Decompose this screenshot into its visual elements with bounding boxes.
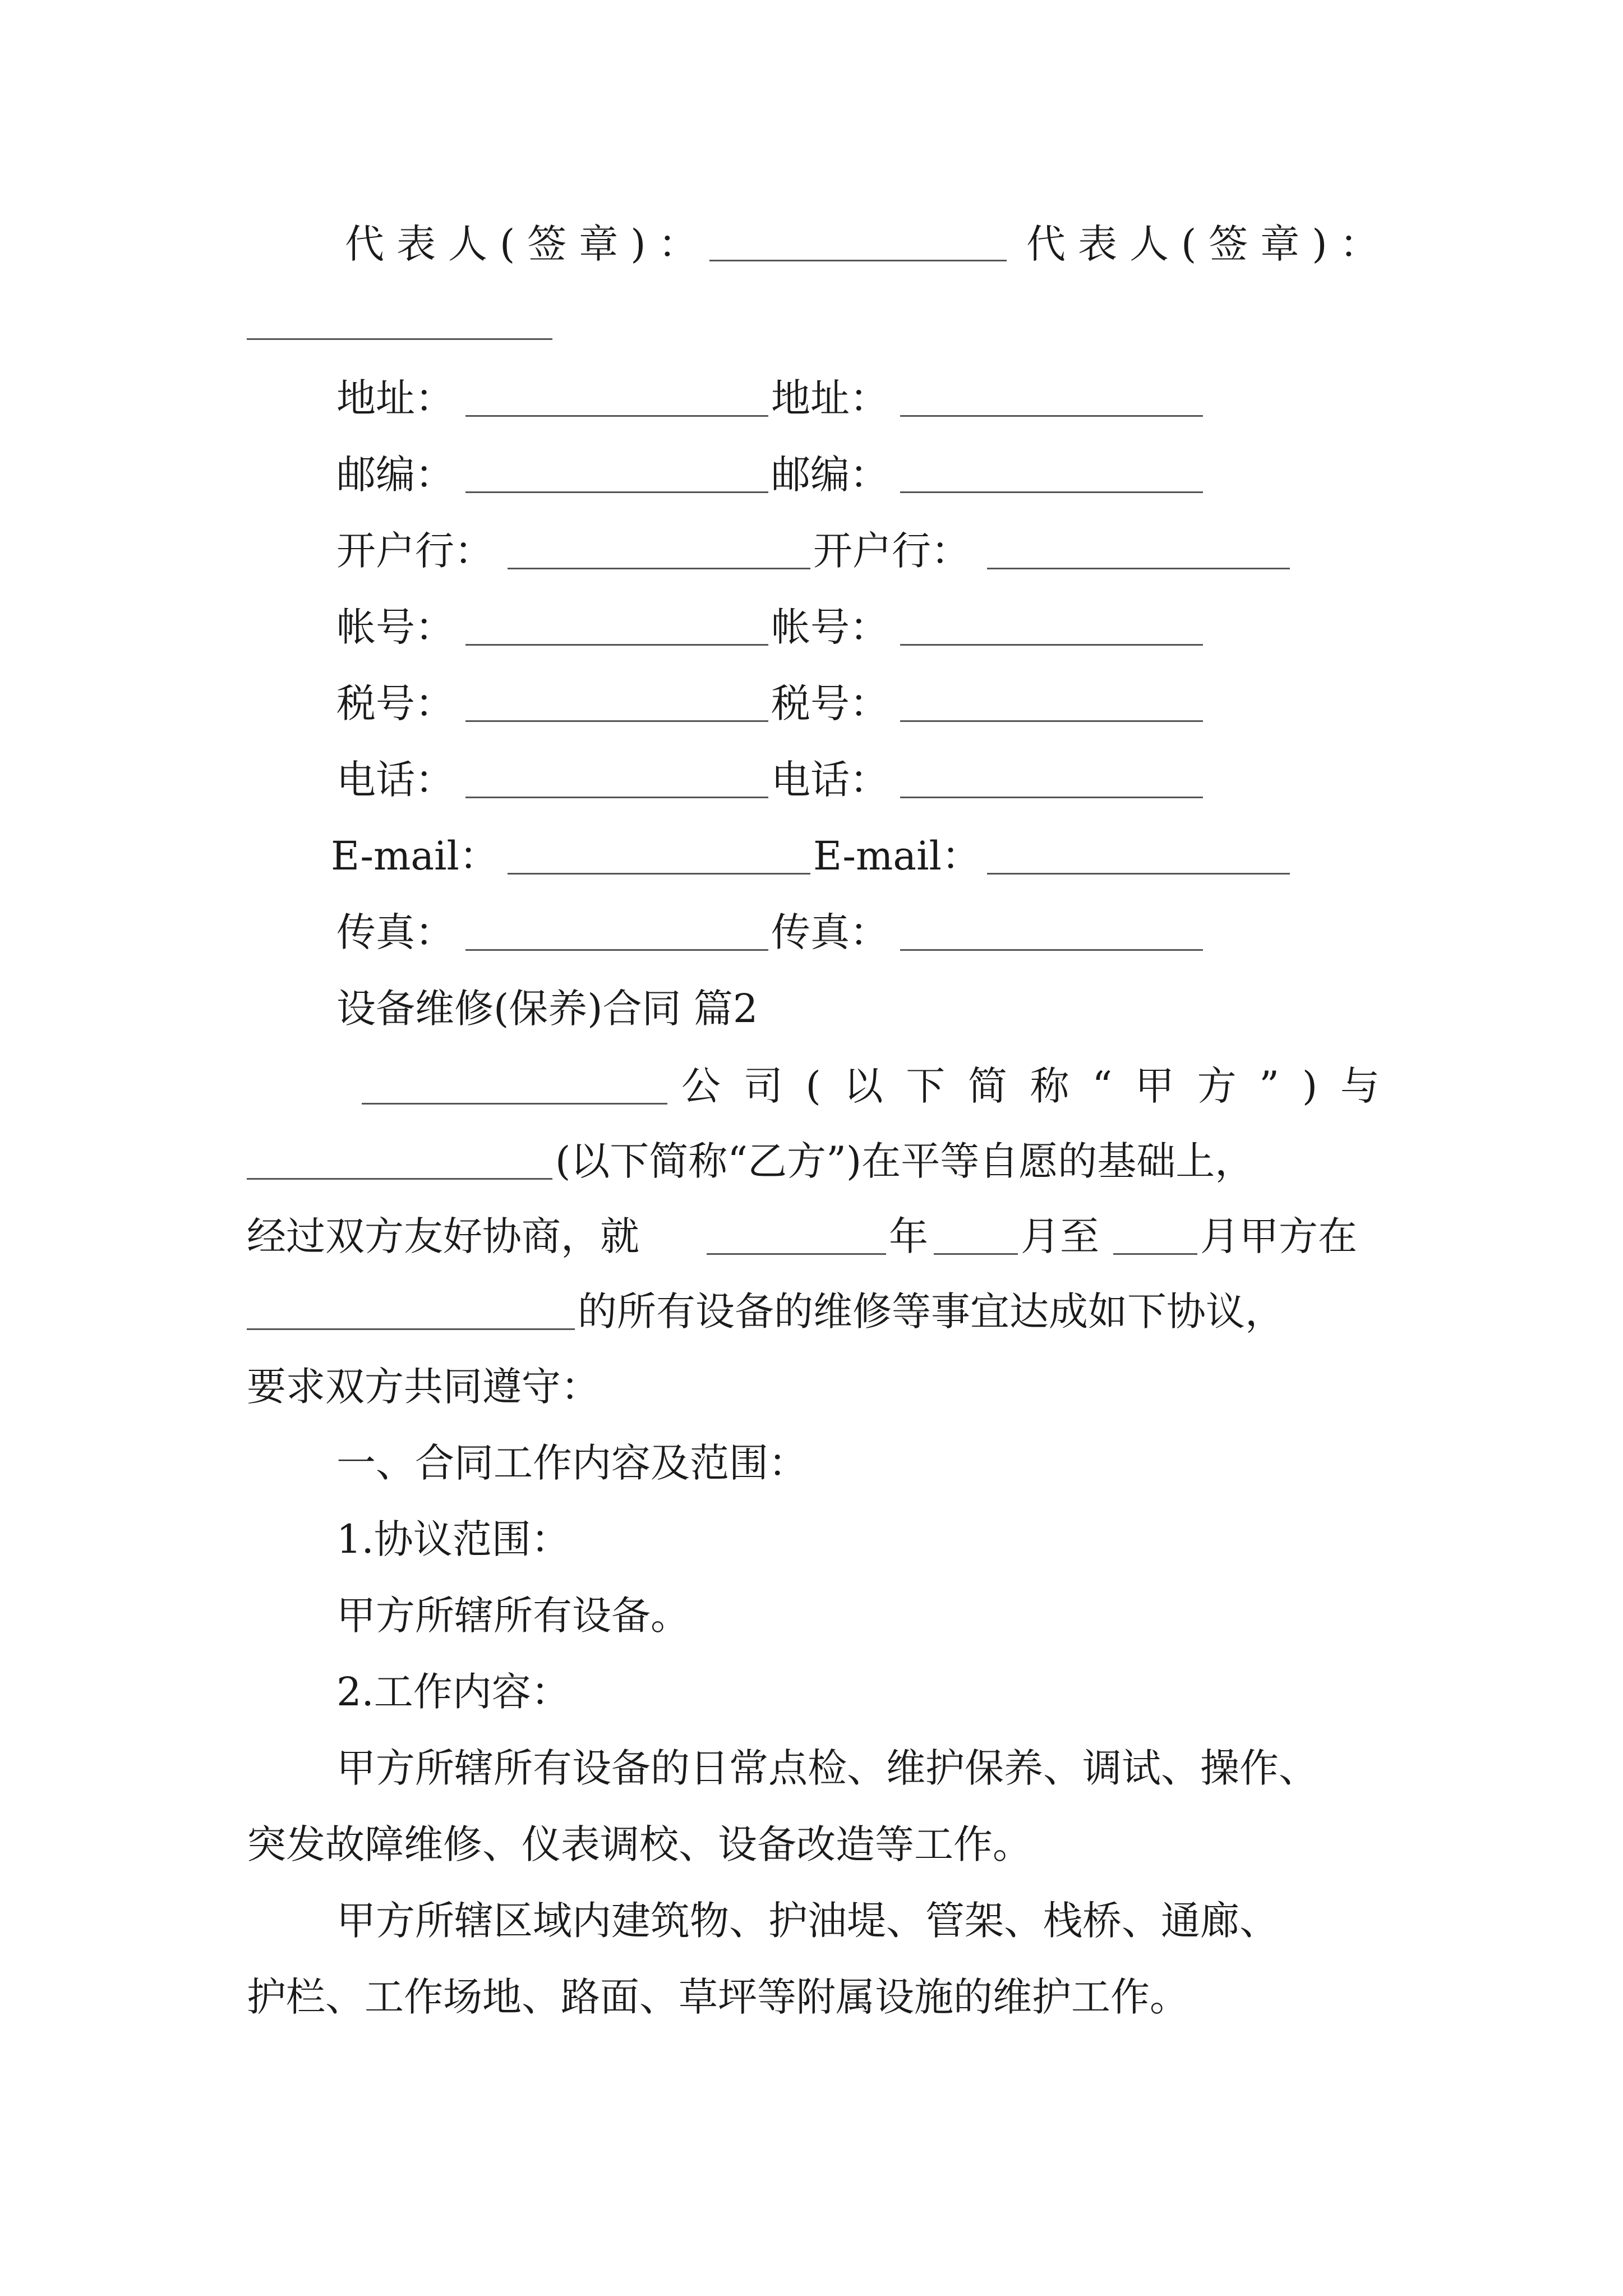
- work-para-1-line-1: 甲方所辖所有设备的日常点检、维护保养、调试、操作、: [336, 1745, 1318, 1791]
- heading-scope: 一、合同工作内容及范围：: [336, 1440, 808, 1486]
- intro-line-3c: 月至: [1021, 1213, 1099, 1259]
- intro-char: 与: [1340, 1063, 1380, 1109]
- postcode-a-blank[interactable]: [465, 491, 768, 493]
- tax-b-blank[interactable]: [900, 720, 1203, 722]
- address-b-blank[interactable]: [900, 415, 1203, 417]
- item-work: 2.工作内容：: [336, 1669, 570, 1715]
- address-a-label: 地址：: [336, 375, 454, 421]
- rep-a-label: 代表人(签章)：: [345, 221, 710, 267]
- intro-char: ”: [1259, 1063, 1280, 1109]
- work-para-2-line-1: 甲方所辖区域内建筑物、护油堤、管架、栈桥、通廊、: [336, 1898, 1279, 1944]
- intro-line-3b: 年: [889, 1213, 928, 1259]
- account-a-label: 帐号：: [336, 604, 454, 650]
- rep-a-blank[interactable]: [709, 260, 1007, 261]
- location-blank[interactable]: [247, 1328, 575, 1330]
- bank-a-blank[interactable]: [508, 568, 810, 569]
- work-para-2-line-2: 护栏、工作场地、路面、草坪等附属设施的维护工作。: [247, 1974, 1189, 2020]
- intro-char: 方: [1197, 1063, 1237, 1109]
- month-end-blank[interactable]: [1113, 1253, 1197, 1255]
- intro-char: 公: [681, 1063, 721, 1109]
- party-a-name-blank[interactable]: [362, 1103, 667, 1105]
- intro-char: 甲: [1135, 1063, 1174, 1109]
- bank-b-label: 开户行：: [813, 528, 970, 574]
- intro-char: 称: [1030, 1063, 1069, 1109]
- fax-a-label: 传真：: [336, 909, 454, 955]
- fax-b-blank[interactable]: [900, 949, 1203, 951]
- intro-line-3a: 经过双方友好协商，就: [247, 1213, 639, 1259]
- bank-b-blank[interactable]: [987, 568, 1290, 569]
- intro-char: 简: [967, 1063, 1007, 1109]
- bank-a-label: 开户行：: [336, 528, 494, 574]
- account-b-blank[interactable]: [900, 644, 1203, 646]
- phone-a-label: 电话：: [336, 757, 454, 803]
- section-title: 设备维修(保养)合同 篇2: [336, 986, 758, 1032]
- account-a-blank[interactable]: [465, 644, 768, 646]
- email-a-label: E-mail：: [331, 833, 499, 879]
- postcode-b-blank[interactable]: [900, 491, 1203, 493]
- fax-b-label: 传真：: [771, 909, 889, 955]
- address-a-blank[interactable]: [465, 415, 768, 417]
- tax-a-blank[interactable]: [465, 720, 768, 722]
- work-para-1-line-2: 突发故障维修、仪表调校、设备改造等工作。: [247, 1821, 1032, 1867]
- phone-a-blank[interactable]: [465, 797, 768, 798]
- email-b-label: E-mail：: [813, 833, 981, 879]
- intro-line-5: 要求双方共同遵守：: [247, 1364, 600, 1410]
- year-blank[interactable]: [707, 1253, 886, 1255]
- item-scope: 1.协议范围：: [336, 1516, 570, 1562]
- intro-char: 下: [906, 1063, 946, 1109]
- postcode-a-label: 邮编：: [336, 452, 454, 498]
- tax-b-label: 税号：: [771, 680, 889, 726]
- intro-line-1: [681, 1058, 1380, 1114]
- address-b-label: 地址：: [771, 375, 889, 421]
- intro-char: ): [1302, 1063, 1318, 1109]
- intro-char: 司: [743, 1063, 783, 1109]
- rep-b-blank[interactable]: [247, 338, 552, 340]
- month-start-blank[interactable]: [934, 1253, 1018, 1255]
- intro-line-3d: 月甲方在: [1200, 1213, 1357, 1259]
- phone-b-blank[interactable]: [900, 797, 1203, 798]
- fax-a-blank[interactable]: [465, 949, 768, 951]
- rep-b-label: 代表人(签章)：: [1026, 221, 1391, 267]
- tax-a-label: 税号：: [336, 680, 454, 726]
- intro-char: (: [805, 1063, 821, 1109]
- intro-char: 以: [843, 1063, 883, 1109]
- account-b-label: 帐号：: [771, 604, 889, 650]
- email-a-blank[interactable]: [508, 873, 810, 875]
- phone-b-label: 电话：: [771, 757, 889, 803]
- party-b-name-blank[interactable]: [247, 1178, 552, 1180]
- email-b-blank[interactable]: [987, 873, 1290, 875]
- postcode-b-label: 邮编：: [771, 452, 889, 498]
- intro-line-4: 的所有设备的维修等事宜达成如下协议，: [578, 1289, 1284, 1335]
- item-scope-text: 甲方所辖所有设备。: [336, 1593, 690, 1639]
- intro-char: “: [1092, 1063, 1113, 1109]
- intro-line-2: (以下简称“乙方”)在平等自愿的基础上，: [555, 1138, 1255, 1184]
